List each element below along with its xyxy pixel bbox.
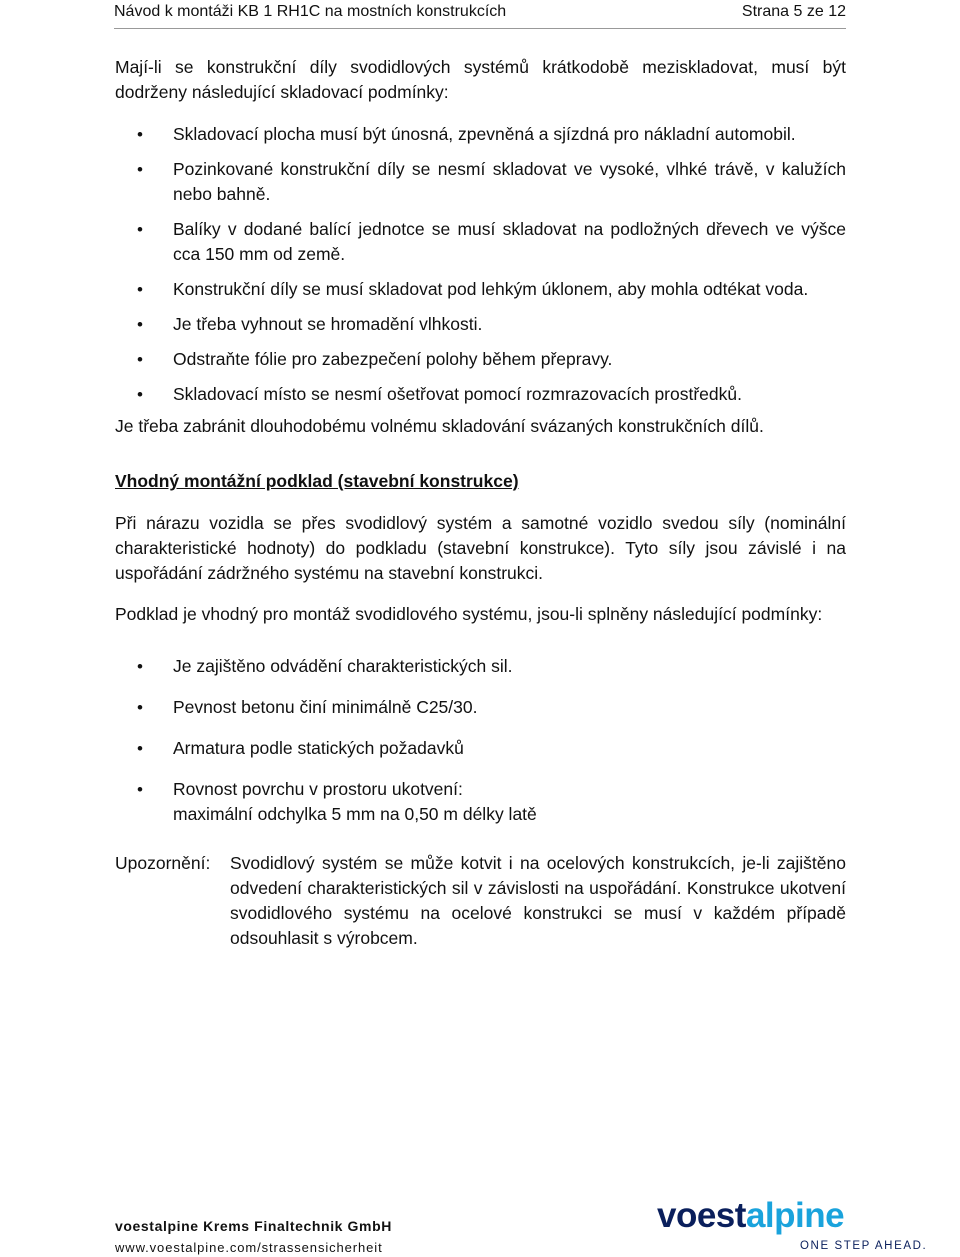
condition-detail: maximální odchylka 5 mm na 0,50 m délky latě [173,804,537,824]
list-item: • Skladovací místo se nesmí ošetřovat pomocí rozmrazovacích prostředků. [115,382,846,407]
list-item: • Pozinkované konstrukční díly se nesmí skladovat ve vysoké, vlhké trávě, v kalužích nebo bahně. [115,157,846,207]
slogan: ONE STEP AHEAD. [800,1240,928,1252]
voestalpine-logo [657,1196,844,1236]
page-header [114,0,846,29]
list-item: • Konstrukční díly se musí skladovat pod lehkým úklonem, aby mohla odtékat voda. [115,277,846,302]
footer-website: www.voestalpine.com/strassensicherheit [115,1240,383,1255]
substrate-conditions-list [115,654,846,827]
page-content [115,55,846,951]
note-block [115,851,846,951]
page-number: Strana 5 ze 12 [741,3,846,20]
note-label: Upozornění: [115,853,211,873]
intro-paragraph: Mají-li se konstrukční díly svodidlových systémů krátkodobě meziskladovat, musí být dodrženy následující skladovací podmínky: [115,57,846,102]
list-item: • Je zajištěno odvádění charakteristických sil. [115,654,846,679]
list-item: • Odstraňte fólie pro zabezpečení polohy během přepravy. [115,347,846,372]
paragraph-forces: Při nárazu vozidla se přes svodidlový systém a samotné vozidlo svedou síly (nominální charakteristické hodnoty) do podkladu (stavební konstrukce). Tyto síly jsou závislé i na uspořádání zádržného systému na stavební konstrukci. [115,513,846,583]
list-item: • Je třeba vyhnout se hromadění vlhkosti. [115,312,846,337]
condition-text: Rovnost povrchu v prostoru ukotvení: [173,779,463,799]
section-heading: Vhodný montážní podklad (stavební konstrukce) [115,471,519,491]
list-item: • Armatura podle statických požadavků [115,736,846,761]
logo-part-voest: voest [657,1196,746,1235]
paragraph-conditions-intro: Podklad je vhodný pro montáž svodidlového systému, jsou-li splněny následující podmínky: [115,604,823,624]
list-item [115,777,846,827]
list-item: • Pevnost betonu činí minimálně C25/30. [115,695,846,720]
document-title: Návod k montáži KB 1 RH1C na mostních konstrukcích [114,3,507,20]
logo-part-alpine: alpine [745,1196,845,1235]
footer-company: voestalpine Krems Finaltechnik GmbH [115,1218,392,1234]
list-item: • Skladovací plocha musí být únosná, zpevněná a sjízdná pro nákladní automobil. [115,122,846,147]
storage-conditions-list [115,122,846,407]
storage-closing: Je třeba zabránit dlouhodobému volnému skladování svázaných konstrukčních dílů. [115,416,764,436]
note-text: Svodidlový systém se může kotvit i na ocelových konstrukcích, je-li zajištěno odvedení charakteristických sil v závislosti na uspořádání. Konstrukce ukotvení svodidlového systému na ocelové konstrukci se musí v každém případě odsouhlasit s výrobcem. [230,853,846,948]
list-item: • Balíky v dodané balící jednotce se musí skladovat na podložných dřevech ve výšce cca 150 mm od země. [115,217,846,267]
